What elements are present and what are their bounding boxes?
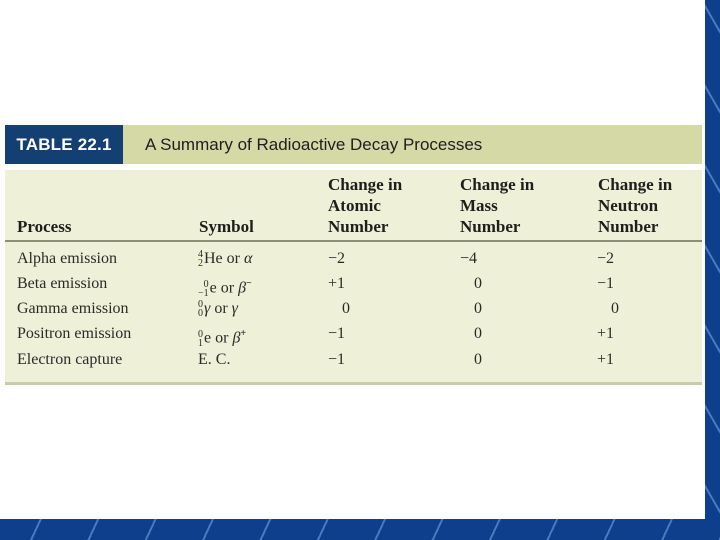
row-neutron-change: +1 <box>597 351 615 368</box>
decorative-frame-right <box>705 0 720 540</box>
row-mass-change: 0 <box>474 275 482 292</box>
row-symbol <box>198 324 246 348</box>
row-neutron-change: 0 <box>611 300 619 317</box>
symbol-alternate: β <box>232 329 241 347</box>
row-process: Electron capture <box>17 351 123 368</box>
symbol-or: or <box>222 250 244 267</box>
symbol-alternate: γ <box>231 300 238 317</box>
row-mass-change: −4 <box>460 250 478 267</box>
symbol-charge: − <box>246 278 252 289</box>
table-label: TABLE 22.1 <box>5 125 123 164</box>
table-bottom-divider <box>5 382 702 385</box>
header-divider <box>5 240 702 242</box>
nuclide-indices <box>198 300 203 318</box>
symbol-or: or <box>216 279 239 297</box>
row-symbol <box>198 299 238 319</box>
atomic-index: 1 <box>198 337 203 349</box>
row-mass-change: 0 <box>474 325 482 342</box>
row-atomic-change: 0 <box>342 300 350 317</box>
symbol-charge: + <box>240 328 247 339</box>
header-symbol: Symbol <box>199 217 254 236</box>
symbol-alternate: β <box>238 279 247 297</box>
symbol-main: e <box>204 329 212 347</box>
header-process: Process <box>17 217 72 236</box>
symbol-main: e <box>209 279 217 297</box>
row-neutron-change: +1 <box>597 325 615 342</box>
row-atomic-change: −1 <box>328 325 346 342</box>
row-atomic-change: −2 <box>328 250 346 267</box>
decorative-frame-bottom <box>0 519 720 540</box>
row-atomic-change: −1 <box>328 351 346 368</box>
symbol-or: or <box>211 329 233 347</box>
row-symbol <box>198 274 252 298</box>
row-process: Alpha emission <box>17 250 117 267</box>
table-title-bar <box>5 125 702 164</box>
row-neutron-change: −1 <box>597 275 615 292</box>
symbol-main: E. C. <box>198 351 231 368</box>
symbol-main: He <box>204 250 223 267</box>
row-neutron-change: −2 <box>597 250 615 267</box>
mass-index: 0 <box>198 328 203 340</box>
row-symbol <box>198 350 230 370</box>
nuclide-indices <box>198 280 209 298</box>
table-title: A Summary of Radioactive Decay Processes <box>145 135 483 154</box>
symbol-or: or <box>210 300 232 317</box>
decay-table <box>5 170 702 385</box>
header-atomic-number: Change in Atomic Number <box>328 175 403 236</box>
nuclide-indices <box>198 250 203 268</box>
header-mass-number: Change in Mass Number <box>460 175 535 236</box>
row-mass-change: 0 <box>474 300 482 317</box>
row-process: Gamma emission <box>17 300 129 317</box>
symbol-main: γ <box>204 300 211 317</box>
atomic-index: 2 <box>198 258 203 270</box>
mass-index: 0 <box>203 278 209 290</box>
mass-index: 0 <box>198 299 203 311</box>
symbol-alternate: α <box>243 250 253 267</box>
row-process: Beta emission <box>17 275 108 292</box>
mass-index: 4 <box>198 249 203 261</box>
atomic-index: −1 <box>198 287 209 299</box>
row-mass-change: 0 <box>474 351 482 368</box>
row-symbol <box>198 249 252 269</box>
atomic-index: 0 <box>198 308 203 320</box>
row-atomic-change: +1 <box>328 275 346 292</box>
row-process: Positron emission <box>17 325 132 342</box>
header-neutron-number: Change in Neutron Number <box>598 175 673 236</box>
nuclide-indices <box>198 330 203 348</box>
